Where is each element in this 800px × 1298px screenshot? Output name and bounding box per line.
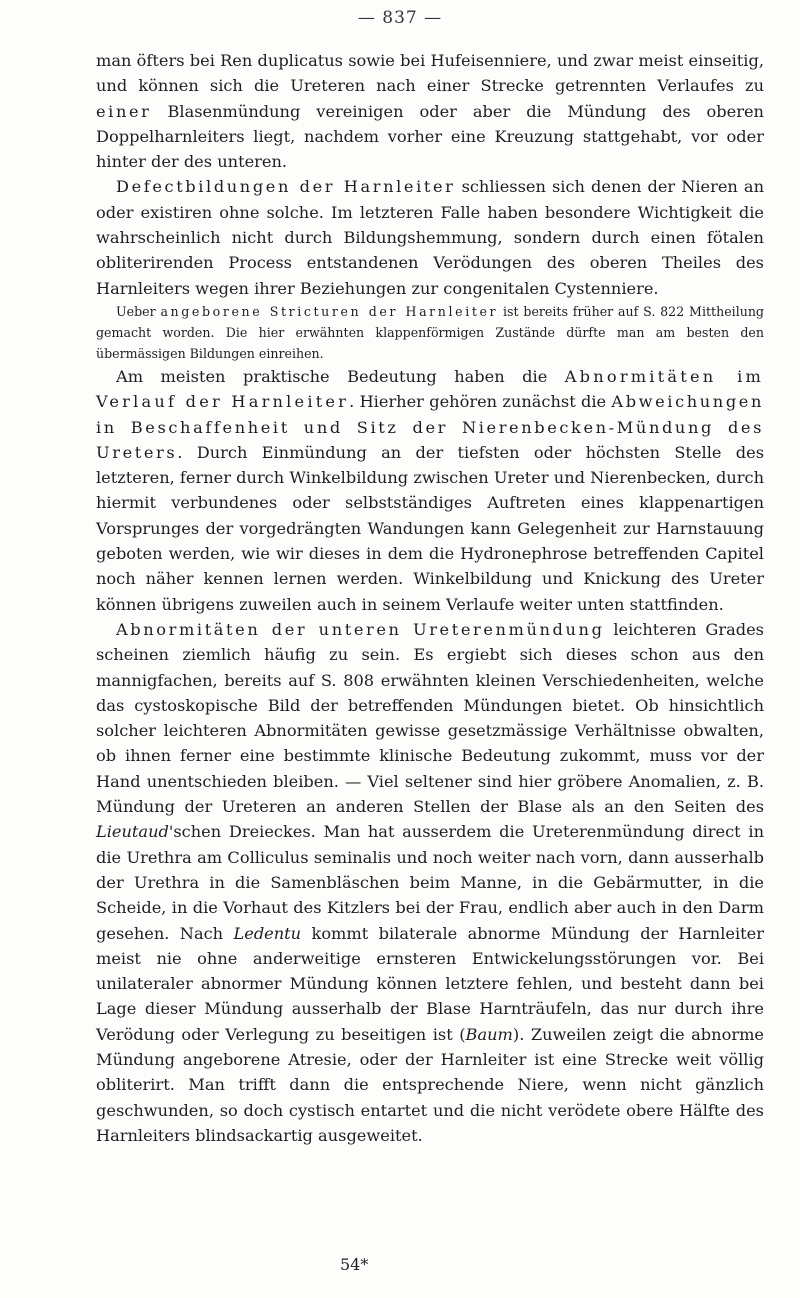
spaced-heading: Defectbildungen der Harnleiter — [116, 177, 456, 197]
signature-mark: 54* — [340, 1255, 369, 1274]
paragraph-ureter-duplication: man öfters bei Ren duplicatus sowie bei Hufeisenniere, und zwar meist einseitig, und können sich die Ureteren nach einer Strecke getrennten Verlaufes zu einer Blasenmündung vereinigen oder aber die Mündung des oberen Doppelharnleiters liegt, nachdem vorher eine Kreuzung stattgehabt, vor oder hinter der des unteren. — [96, 51, 764, 172]
paragraph-course-abnormalities: Am meisten praktische Bedeutung haben die Abnormitäten im Verlauf der Harnleiter. Hierher gehören zunächst die Abweichungen in Beschaffenheit und Sitz der Nierenbecken-Mündung des Ureters. Durch Einmündung an der tiefsten oder höchsten Stelle des letzteren, ferner durch Winkelbildung zwischen Ureter und Nierenbecken, durch hiermit verbundenes oder selbstständiges Auftreten eines klappenartigen Vorsprunges der vorgedrängten Wandungen kann Gelegenheit zur Harnstauung geboten werden, wie wir dieses in dem die Hydronephrose betreffenden Capitel noch näher kennen lernen werden. Winkelbildung und Knickung des Ureter können übrigens zuweilen auch in seinem Verlaufe weiter unten stattfinden. — [96, 366, 764, 614]
paragraph-defect-formations: Defectbildungen der Harnleiter schliessen sich denen der Nieren an oder existiren ohne solche. Im letzteren Falle haben besondere Wichtigkeit die wahrscheinlich nicht durch Bildungshemmung, sondern durch einen fötalen obliterirenden Process entstandenen Verödungen des oberen Theiles des Harnleiters wegen ihrer Beziehungen zur congenitalen Cystenniere. — [96, 177, 765, 298]
page-number: — 837 — — [357, 8, 443, 28]
paragraph-small-note: Ueber angeborene Stricturen der Harnleiter ist bereits früher auf S. 822 Mittheilung gemacht worden. Die hier erwähnten klappenförmigen Zustände dürfte man am besten den übermässigen Bildungen einreihen. — [96, 303, 764, 361]
paragraph-lower-mouth-abnormalities: Abnormitäten der unteren Ureterenmündung leichteren Grades scheinen ziemlich häufig zu sein. Es ergiebt sich dieses schon aus den mannigfachen, bereits auf S. 808 erwähnten kleinen Verschiedenheiten, welche das cystoskopische Bild der betreffenden Mündungen bietet. Ob hinsichtlich solcher leichteren Abnormitäten gewisse gesetzmässige Verhältnisse obwalten, ob ihnen ferner eine bestimmte klinische Bedeutung zukommt, muss vor der Hand unentschieden bleiben. — Viel seltener sind hier gröbere Anomalien, z. B. Mündung der Ureteren an anderen Stellen der Blase als an den Seiten des Lieutaud'schen Dreieckes. Man hat ausserdem die Ureterenmündung direct in die Urethra am Colliculus seminalis und noch weiter nach vorn, dann ausserhalb der Urethra in die Samenbläschen beim Manne, in die Gebärmutter, in die Scheide, in die Vorhaut des Kitzlers bei der Frau, endlich aber auch in den Darm gesehen. Nach Ledentu kommt bilaterale abnorme Mündung der Harnleiter meist nie ohne anderweitige ernsteren Entwickelungsstörungen vor. Bei unilateraler abnormer Mündung können letztere fehlen, und besteht dann bei Lage dieser Mündung ausserhalb der Blase Harnträufeln, das nur durch ihre Verödung oder Verlegung zu beseitigen ist (Baum). Zuweilen zeigt die abnorme Mündung angeborene Atresie, oder der Harnleiter ist eine Strecke weit völlig obliterirt. Man trifft dann die entsprechende Niere, wenn nicht gänzlich geschwunden, so doch cystisch entartet und die nicht verödete obere Hälfte des Harnleiters blindsackartig ausgeweitet. — [96, 619, 764, 1145]
body-text — [96, 48, 764, 1148]
